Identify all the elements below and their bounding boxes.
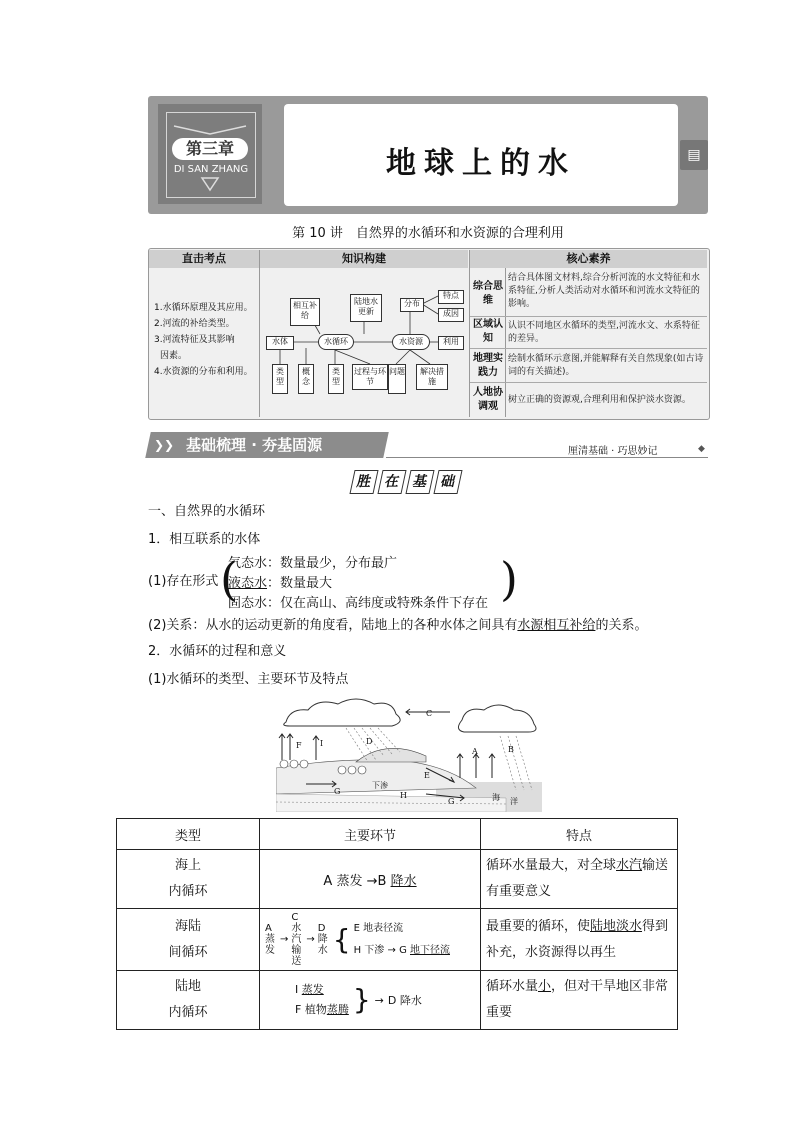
exam-point: 2.河流的补给类型。: [154, 319, 235, 329]
diagram-label: 海: [492, 793, 500, 802]
table-header: 特点: [481, 819, 678, 850]
exam-point: 4.水资源的分布和利用。: [154, 367, 253, 377]
literacy-text: 认识不同地区水循环的类型,河流水文、水系特征的差异。: [508, 321, 700, 344]
node-water-resources: 水资源: [392, 334, 430, 350]
process-step: D降水: [317, 923, 328, 956]
diagram-label: 洋: [510, 797, 518, 806]
arrow-right-icon: →: [374, 993, 384, 1007]
exam-points: [154, 300, 258, 380]
chevron-right-icon: ❯❯: [154, 438, 175, 452]
node-water-body: 水体: [266, 336, 294, 350]
diagram-label: B: [508, 745, 514, 754]
relation-text: (2)关系：从水的运动更新的角度看，陆地上的各种水体之间具有水源相互补给的关系。: [148, 618, 648, 633]
node-process: 过程与环节: [352, 364, 388, 390]
summary-head-points: 直击考点: [149, 250, 259, 268]
diagram-label: F: [296, 741, 302, 750]
process-step: B: [377, 873, 387, 889]
node-characteristics: 特点: [438, 290, 464, 304]
badge-char: 础: [433, 470, 462, 494]
node-solutions: 解决措施: [416, 364, 448, 390]
table-header: 类型: [117, 819, 260, 850]
diagram-label: 下渗: [372, 781, 388, 790]
literacy-label: 区域认知: [473, 319, 503, 344]
book-search-icon: ▤: [680, 140, 708, 170]
process-step-group: I 蒸发: [295, 983, 324, 996]
chapter-pinyin: DI SAN ZHANG: [173, 164, 249, 175]
diamond-icon: ◆: [698, 444, 705, 454]
node-utilization: 利用: [438, 336, 464, 350]
branch-bracket: {: [332, 922, 351, 956]
diagram-label: E: [424, 771, 430, 780]
process-step: D 降水: [387, 994, 422, 1007]
arrow-right-icon: →: [306, 934, 315, 945]
exist-item: 气态水：数量最少，分布最广: [228, 556, 398, 571]
divider: [470, 316, 707, 317]
branch-bracket: }: [352, 983, 371, 1016]
right-brace: ): [500, 552, 518, 606]
divider: [470, 382, 707, 383]
cycle-type: [117, 971, 260, 1030]
exam-point: 1.水循环原理及其应用。: [154, 303, 253, 313]
summary-head-knowledge: 知识构建: [260, 250, 468, 268]
literacy-text: 结合具体图文材料,综合分析河流的水文特征和水系特征,分析人类活动对水循环和河流水文特征的影响。: [508, 273, 700, 309]
divider: [386, 457, 708, 458]
node-distribution: 分布: [400, 298, 424, 312]
arrow-right-icon: →: [366, 873, 378, 889]
exist-item: 固态水：仅在高山、高纬度或特殊条件下存在: [228, 596, 489, 611]
process-step: E 地表径流: [353, 922, 404, 934]
node-land-water-renewal: 陆地水更新: [350, 294, 382, 322]
cycle-process: [260, 971, 481, 1030]
divider: [505, 268, 506, 417]
badge-char: 在: [377, 470, 406, 494]
heading-2: 1．相互联系的水体: [148, 532, 261, 547]
exist-label: (1)存在形式: [148, 574, 219, 589]
cycle-type-text: 海上 内循环: [168, 858, 208, 899]
node-types: 类型: [272, 364, 288, 394]
process-step: C水汽输送: [291, 912, 302, 967]
cloud: [284, 699, 400, 726]
literacy-label: 地理实践力: [473, 353, 503, 378]
diagram-label: D: [366, 737, 373, 746]
cloud: [458, 705, 536, 732]
process-step: A 蒸发: [323, 873, 363, 889]
node-concept: 概念: [298, 364, 314, 394]
arrow-right-icon: →: [280, 934, 289, 945]
process-answer: 降水: [390, 873, 417, 889]
exist-list: [228, 554, 488, 614]
divider: [470, 348, 707, 349]
process-step-group: F 植物蒸腾: [295, 1003, 349, 1016]
heading-1: 一、自然界的水循环: [148, 504, 266, 519]
exam-point: 因素。: [160, 351, 188, 361]
exist-item: 液态水：数量最大: [228, 576, 333, 591]
section-tagline: 厘清基础 · 巧思妙记: [568, 446, 658, 457]
table-row: [117, 909, 678, 971]
node-mutual-supply: 相互补给: [290, 298, 320, 326]
node-problems: 问题: [388, 364, 406, 394]
node-cause: 成因: [438, 308, 464, 322]
left-brace: (: [220, 552, 238, 606]
divider: [469, 250, 470, 417]
badge-char: 胜: [349, 470, 378, 494]
node-cycle-types: 类型: [328, 364, 344, 394]
heading-4: (1)水循环的类型、主要环节及特点: [148, 672, 349, 687]
diagram-label: G: [334, 787, 341, 796]
cycle-process: [260, 909, 481, 971]
diagram-label: I: [320, 739, 324, 748]
page-title: 地球上的水: [386, 146, 576, 181]
diagram-label: A: [472, 747, 478, 756]
cycle-type: [117, 850, 260, 909]
node-water-cycle: 水循环: [318, 334, 354, 350]
literacy-text: 绘制水循环示意图,并能解释有关自然现象(如古诗词的有关描述)。: [508, 354, 704, 377]
cycle-type-text: 海陆 间循环: [168, 918, 208, 960]
literacy-label: 人地协调观: [473, 387, 503, 412]
table-row: [117, 971, 678, 1030]
section-title: 基础梳理 · 夯基固源: [186, 436, 323, 454]
cycle-type-text: 陆地 内循环: [168, 979, 208, 1020]
water-cycle-diagram: [276, 698, 542, 812]
cycle-type: [117, 909, 260, 971]
heading-3: 2．水循环的过程和意义: [148, 644, 287, 659]
lesson-title: 第 10 讲 自然界的水循环和水资源的合理利用: [292, 226, 564, 241]
literacy-label: 综合思维: [473, 281, 503, 306]
summary-head-literacy: 核心素养: [470, 250, 707, 268]
diagram-label: H: [400, 791, 407, 800]
water-cycle-table: [116, 818, 678, 1030]
diagram-label: G: [448, 797, 455, 806]
exam-point: 3.河流特征及其影响: [154, 335, 235, 345]
table-header-row: [117, 819, 678, 850]
cycle-process: [260, 850, 481, 909]
cycle-feature: 循环水量最大，对全球水汽输送有重要意义: [481, 850, 678, 909]
chapter-number: 第三章: [172, 138, 248, 160]
cycle-feature: 循环水量小，但对干旱地区非常重要: [481, 971, 678, 1030]
process-step-group: H 下渗 → G 地下径流: [353, 944, 450, 956]
basics-badge: [352, 470, 464, 494]
cycle-feature: 最重要的循环，使陆地淡水得到补充，水资源得以再生: [481, 909, 678, 971]
process-step: A蒸发: [265, 923, 275, 956]
diagram-label: C: [426, 709, 433, 718]
table-row: [117, 850, 678, 909]
literacy-text: 树立正确的资源观,合理利用和保护淡水资源。: [508, 395, 691, 405]
badge-char: 基: [405, 470, 434, 494]
knowledge-map: [260, 268, 469, 417]
table-header: 主要环节: [260, 819, 481, 850]
